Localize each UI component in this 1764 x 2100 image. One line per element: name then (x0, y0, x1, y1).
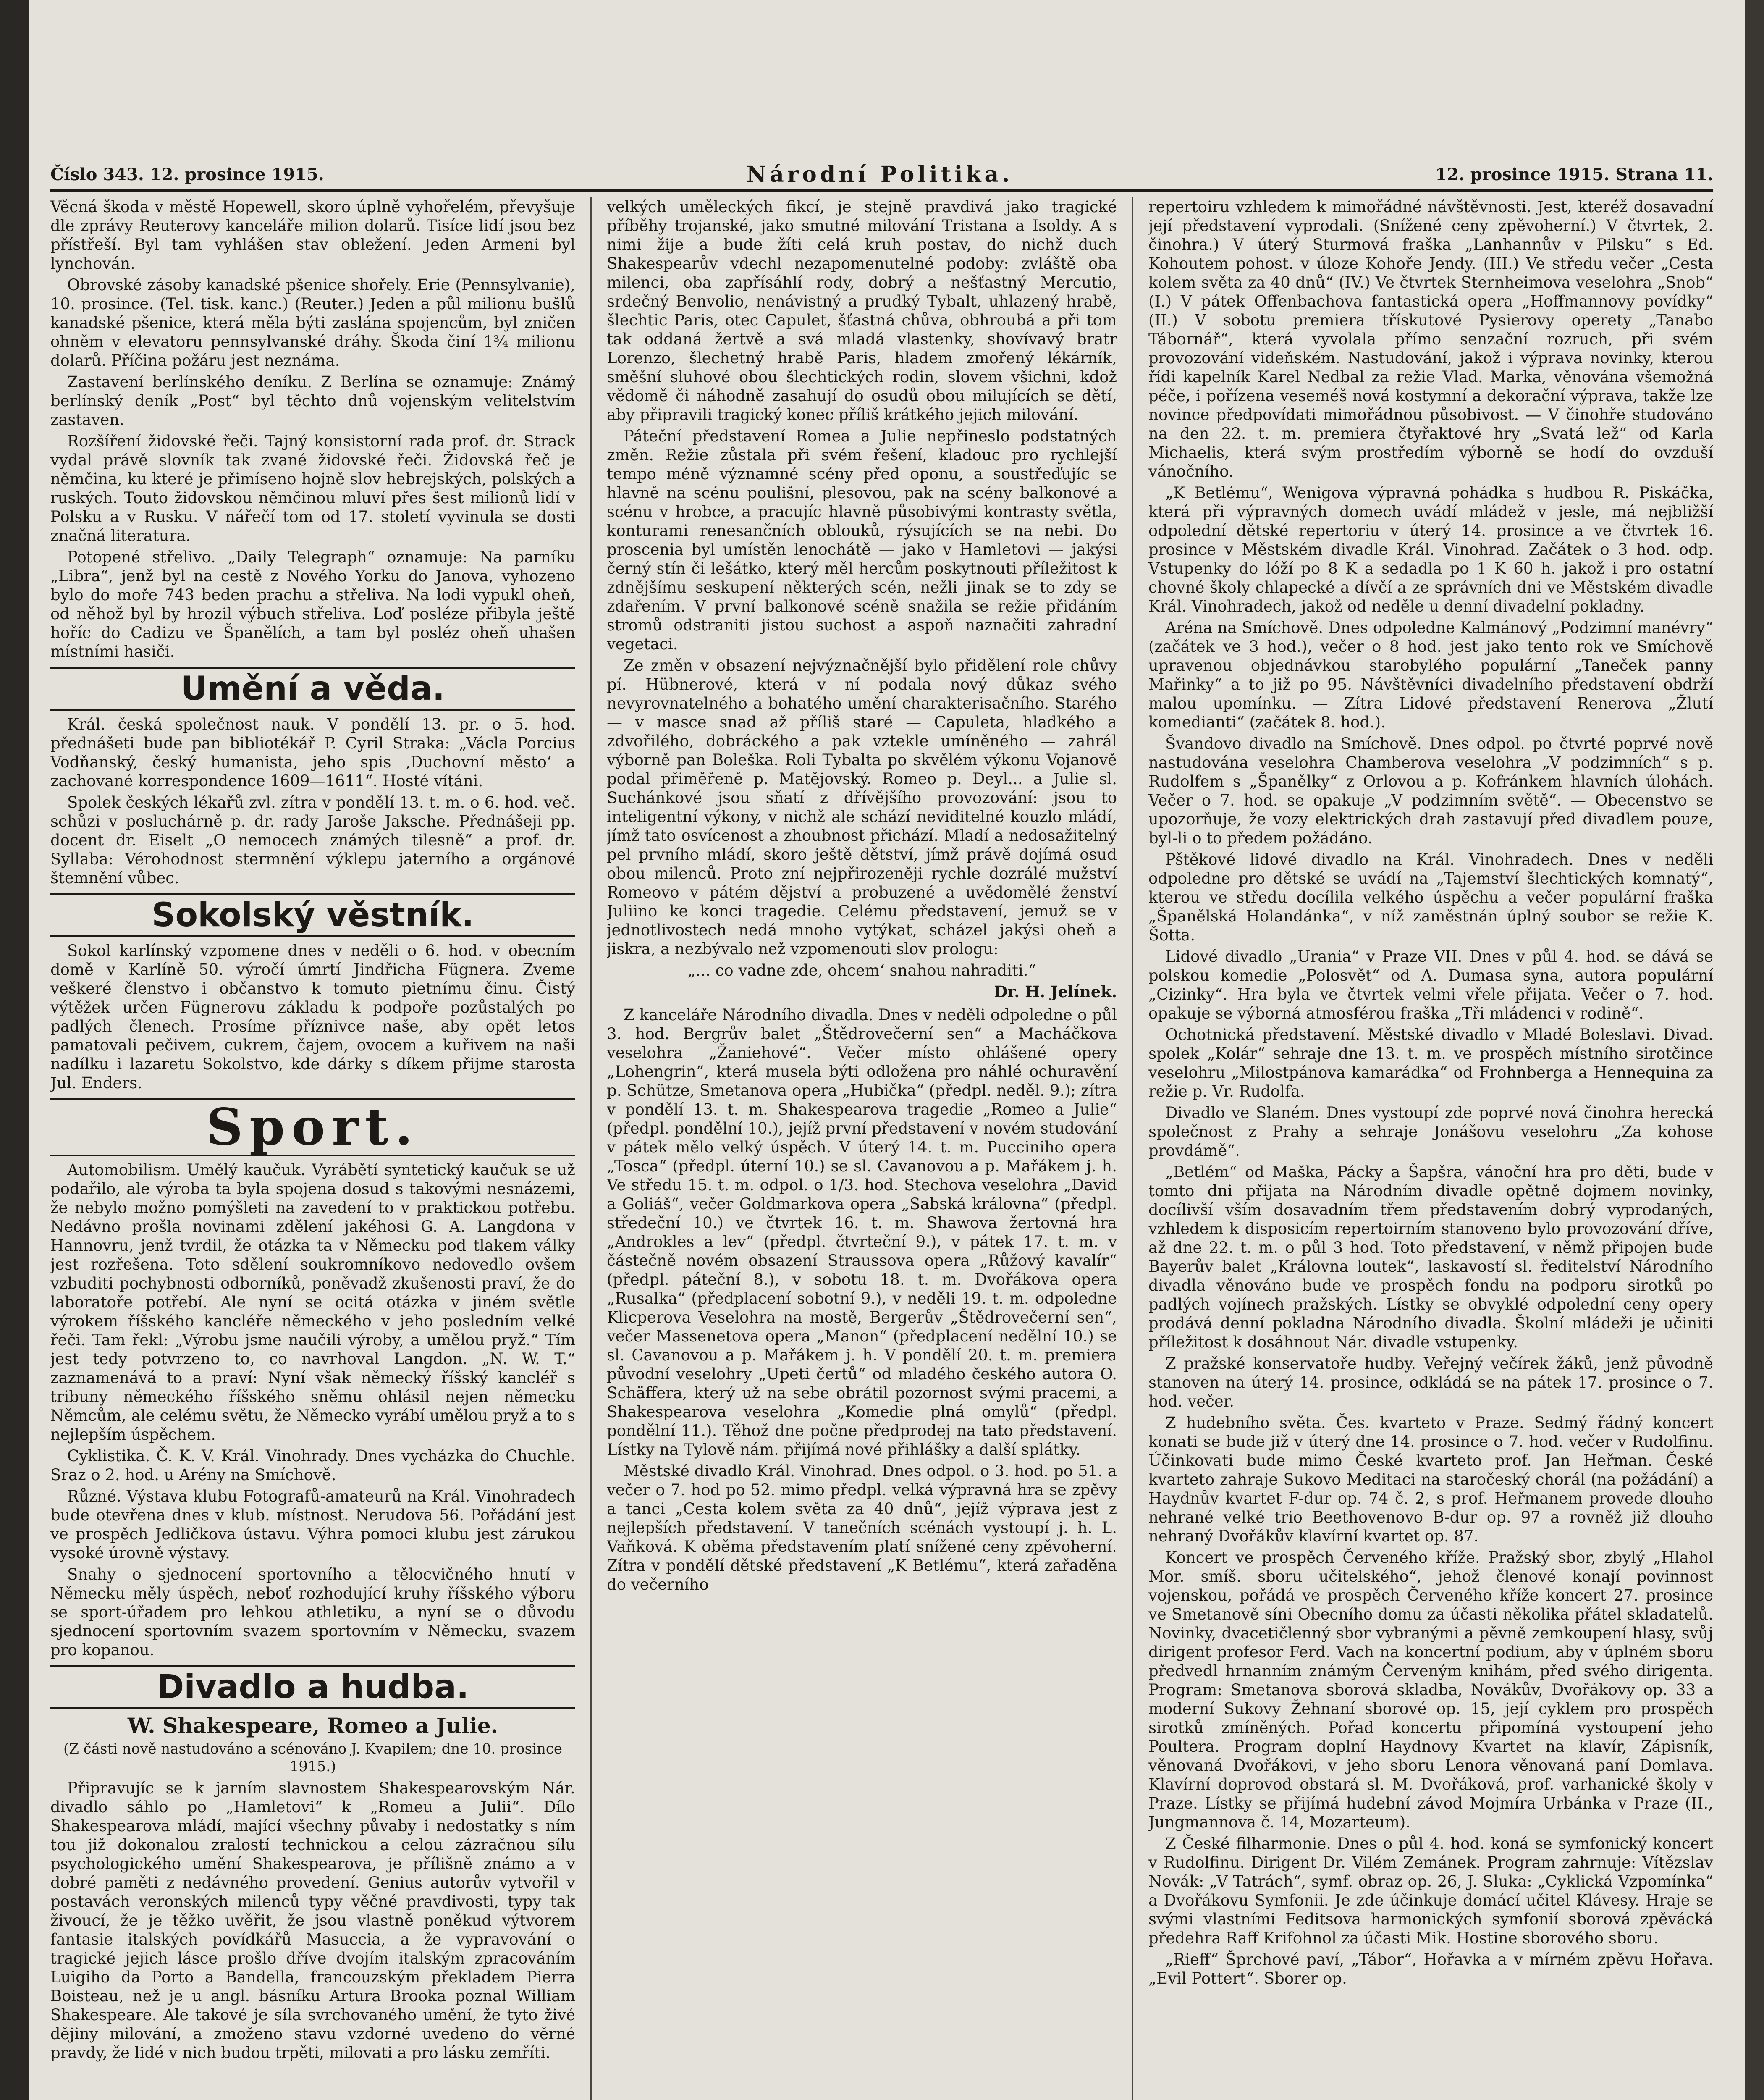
article-paragraph: Aréna na Smíchově. Dnes odpoledne Kalmánový „Podzimní manévry“ (začátek ve 3 hod.), večer o 8 hod. jest jako tento rok ve Smíchově upravenou objednávkou starobylého populární „Taneček panny Mařinky“ a to již po 95. Návštěvníci divadelního představení obdrží malou upomínku. — Zítra Lidové představení Renerova „Žlutí komedianti“ (začátek 8. hod.). (1148, 619, 1713, 731)
column-rule (1132, 197, 1133, 2100)
article-paragraph: Z hudebního světa. Čes. kvarteto v Praze. Sedmý řádný koncert konati se bude již v úterý dne 14. prosince o 7. hod. večer v Rudolfinu. Účinkovati bude mimo České kvarteto prof. Jan Heřman. České kvarteto zahraje Sukovo Meditaci na staročeský chorál (na požádání) a Haydnův kvartet F-dur op. 74 č. 2, s prof. Heřmanem provede dlouho nehrané velké trio Beethovenovo B-dur op. 97 a rovněž již dlouho nehraný Dvořákův klavírní kvartet op. 87. (1148, 1414, 1713, 1545)
article-paragraph: Rozšíření židovské řeči. Tajný konsistorní rada prof. dr. Strack vydal právě slovník tak zvané židovské řeči. Židovská řeč je němčina, ku které je přimíseno hojně slov hebrejských, polských a ruských. Touto židovskou němčinou mluví přes šest milionů lidí v Polsku a v Rusku. V nářečí tom od 17. století vyvinula se dosti značná literatura. (50, 432, 575, 545)
article-paragraph: Připravujíc se k jarním slavnostem Shakespearovským Nár. divadlo sáhlo po „Hamletovi“ k „Romeu a Julii“. Dílo Shakespearova mládí, mající všechny půvaby i nedostatky s ním tou již dokonalou zralostí technickou a celou zázračnou sílu psychologického umění Shakespearova, je přílišně známo a v dobré paměti z nedávného provedení. Genius autorův vytvořil v postavách veronských milenců typy věčné pravdivosti, typy tak živoucí, že je těžko uvěřit, že jsou vlastně poněkud výtvorem fantasie italských povídkářů Masuccia, a že vypravování o tragické jejich lásce prošlo dříve dvojím italským zpracováním Luigiho da Porto a Bandella, francouzským překladem Pierra Boisteau, než je u angl. básníku Artura Brooka poznal William Shakespeare. Ale takové je síla svrchovaného umění, že tyto živé dějiny milování, a zmoženo stavu vzdorné uvedeno do věrné pravdy, že lidé v nich budou trpěti, milovati a pro lásku zemříti. (50, 1779, 575, 2062)
page-header (50, 160, 1713, 192)
article-paragraph: Ochotnická představení. Městské divadlo v Mladé Boleslavi. Divad. spolek „Kolár“ sehraje dne 13. t. m. ve prospěch místního sirotčince veselohru „Milostpánova kamarádka“ od Frohnberga a Hennequina za režie p. Vr. Rudolfa. (1148, 1026, 1713, 1100)
header-issue: Číslo 343. 12. prosince 1915. (50, 164, 324, 184)
signature: Dr. H. Jelínek. (994, 982, 1117, 1001)
article-paragraph: Různé. Výstava klubu Fotografů-amateurů na Král. Vinohradech bude otevřena dnes v klub. místnost. Nerudova 56. Pořádání jest ve prospěch Jedličkova ústavu. Výhra pomoci klubu jest zárukou vysoké úrovně výstavy. (50, 1487, 575, 1562)
article-note: (Z části nově nastudováno a scénováno J. Kvapilem; dne 10. prosince 1915.) (63, 1740, 563, 1775)
article-paragraph: Věcná škoda v městě Hopewell, skoro úplně vyhořelém, převyšuje dle zprávy Reuterovy kanceláře milion dolarů. Tisíce lidí jsou bez přístřeší. Byl tam vyhlášen stav obležení. Jeden Armeni byl lynchován. (50, 198, 575, 273)
article-paragraph: Potopené střelivo. „Daily Telegraph“ oznamuje: Na parníku „Libra“, jenž byl na cestě z Nového Yorku do Janova, vyhozeno bylo do moře 743 beden prachu a střeliva. Na lodi vypukl oheň, od něhož byl by hrozil výbuch střeliva. Loď posléze přibyla ještě hoříc do Cadizu ve Španělích, a tam byl posléz oheň uhašen místními hasiči. (50, 548, 575, 661)
article-paragraph: Král. česká společnost nauk. V pondělí 13. pr. o 5. hod. přednášeti bude pan bibliotékář P. Cyril Straka: „Václa Porcius Vodňanský, český humanista, jeho spis ‚Duchovní město‘ a zachované korrespondence 1609—1611“. Hosté vítáni. (50, 715, 575, 790)
scan-edge-right (1745, 0, 1764, 2100)
article-paragraph: Cyklistika. Č. K. V. Král. Vinohrady. Dnes vycházka do Chuchle. Sraz o 2. hod. u Arény na Smíchově. (50, 1447, 575, 1484)
article-paragraph: Ze změn v obsazení nejvýznačnější bylo přidělení role chůvy pí. Hübnerové, která v ní podala nový důkaz svého nevyrovnatelného a bohatého umění charakterisačního. Starého — v masce snad až příliš staré — Capuleta, hladkého a zdvořilého, dobráckého a pak vztekle umíněného — zahrál výborně pan Bolеška. Roli Tybalta po skvělém výkonu Vojanově podal přiměřeně p. Matějovský. Romeo p. Deyl... a Julie sl. Suchánkové jsou sňatí z dřívějšího provozování: jsou to inteligentní výkony, v nichž ale schází neviditelné kouzlo mládí, jímž tato osvícenost a zhoubnost přichází. Mladí a nedosažitelný pel prvního mládí, skoro ještě dětství, jímž právě dojímá osud obou milenců. Proto zní nejpřirozeněji rychle dozrálé mužství Romeovo v pátém dějství a probuzené a uvědomělé ženství Juliino ke konci tragedie. Celému představení, jemuž se v jednotlivostech nedá mnoho vytýkat, scházel jakýsi oheň a jiskra, a nezbývalo než vzpomenouti slov prologu: (607, 656, 1117, 958)
section-heading: Sokolský věstník. (50, 893, 575, 937)
article-paragraph: „Betlém“ od Maška, Pácky a Šapšra, vánoční hra pro děti, bude v tomto dni přijata na Národním divadle opětně dojmem novinky, docílivší vším dosavadním třem představením dobrý vyprodaných, vzhledem k disposicím repertoirním stanoveno bylo provozování dříve, až dne 22. t. m. o půl 3 hod. Toto představení, v němž připojen bude Bayerův balet „Královna loutek“, laskavostí sl. ředitelství Národního divadla věnováno bude ve prospěch fondu na podporu sirotků po padlých vojínech pražských. Lístky se obvyklé odpolední ceny opery prodává denní pokladna Národního divadla. Školní mládeži je učiniti příležitost k dosáhnout Nár. divadle vstupenky. (1148, 1163, 1713, 1351)
article-paragraph: Městské divadlo Král. Vinohrad. Dnes odpol. o 3. hod. po 51. a večer o 7. hod po 52. mimo předpl. velká výpravná hra se zpěvy a tanci „Cesta kolem světa za 40 dnů“, jejíž výprava jest z nejlepších představení. V tanečních scénách vystoupí j. h. L. Vaňková. K oběma představením platí snížené ceny zpěvoherní. Zítra v pondělí dětské představení „K Betlému“, která zařaděna do večerního (607, 1462, 1117, 1593)
scan-edge-left (0, 0, 29, 2100)
article-paragraph: Koncert ve prospěch Červeného kříže. Pražský sbor, zbylý „Hlahol Mor. smíš. sboru učitelského“, jehož členové konají povinnost vojenskou, pořádá ve prospěch Červeného kříže koncert 27. prosince ve Smetanově síni Obecního domu za účasti několika přátel skladatelů. Novinky, dvacetičlenný sbor vybranými a pěvně zemkoupení hlasy, svůj dirigent profesor Ferd. Vach na koncertní podium, aby v úplném sboru předvedl hrnanním známým Červeným knihám, před svého dirigenta. Program: Smetanova sborová skladba, Novákův, Dvořákovy op. 33 a moderní Sukovy Žehnaní sborové op. 15, její cyklem pro prospěch sirotků zmíněných. Pořad koncertu připomíná vystoupení jeho Poultera. Program doplní Haydnovy Kvartet na klavír, Zápisník, věnovaná Dvořákovi, v jeho sboru Lenora věnovaná paní Domlava. Klavírní doprovod obstará sl. M. Dvořáková, prof. varhanické školy v Praze. Lístky se přijímá hudební závod Mojmíra Urbánka v Praze (II., Jungmannova č. 14, Mozarteum). (1148, 1549, 1713, 1831)
article-paragraph: Z pražské konservatoře hudby. Veřejný večírek žáků, jenž původně stanoven na úterý 14. prosince, odkládá se na pátek 17. prosince o 7. hod. večer. (1148, 1354, 1713, 1410)
quote: „... co vadne zde, ohcem‘ snahou nahraditi.“ (687, 961, 1036, 979)
article-paragraph: repertoiru vzhledem k mimořádné návštěvnosti. Jest, kteréž dosavadní její představení vyprodali. (Snížené ceny zpěvoherní.) V čtvrtek, 2. činohra.) V úterý Sturmová fraška „Lanhannův v Pilsku“ s Ed. Kohoutem pohost. v úloze Kohoře Jendy. (III.) Ve středu večer „Cesta kolem světa za 40 dnů“ (IV.) Ve čtvrtek Sternheimova veselohra „Snob“ (I.) V pátek Offenbachova fantastická opera „Hoffmannovy povídky“ (II.) V sobotu premiera třískutové Pysierovy operety „Tanabo Tábornář“, která vyvolala přímo senzační rozruch, při svém provozování videňském. Nastudování, jakož i výprava novinky, kterou řídi kapelník Karel Nedbal za režie Vlad. Marka, věnována všemožná péče, i pořízena veseméš nová kostymní a dekorační výprava, takže lze novince předpovídati mimořádnou působivost. — V činohře studováno na den 22. t. m. premiera čtyřaktové hry „Svatá lež“ od Karla Michaelis, která svým prostředím výborně se hodí do ovzduší vánočního. (1148, 198, 1713, 480)
article-paragraph: Zastavení berlínského deníku. Z Berlína se oznamuje: Známý berlínský deník „Post“ byl těchto dnů vojenským velitelstvím zastaven. (50, 373, 575, 429)
article-paragraph: Spolek českých lékařů zvl. zítra v pondělí 13. t. m. o 6. hod. več. schůzi v posluchárně p. dr. rady Jaroše Jaksche. Přednášeji pp. docent dr. Eiselt „O nemocech známých tilesně“ a prof. dr. Syllaba: Vérohodnost stermnění výklepu jaterního a orgánové štemnění vůbec. (50, 793, 575, 887)
article-paragraph: Obrovské zásoby kanadské pšenice shořely. Erie (Pennsylvanie), 10. prosince. (Tel. tisk. kanc.) (Reuter.) Jeden a půl milionu bušlů kanadské pšenice, která měla býti zaslána spojencům, byl zničen ohněm v elevatoru pennsylvanské dráhy. Škoda činí 1¾ milionu dolarů. Příčina požáru jest neznáma. (50, 276, 575, 370)
article-paragraph: Snahy o sjednocení sportovního a tělocvičného hnutí v Německu měly úspěch, neboť rozhodující kruhy říšského výboru se sport-úřadem pro lehkou athletiku, a nyní se o důvodu sjednocení sportovním svazem sportovním v Německu, svazem pro kopanou. (50, 1565, 575, 1659)
article-paragraph: Divadlo ve Slaném. Dnes vystoupí zde poprvé nová činohra herecká společnost z Prahy a sehraje Jonášovu veselohru „Za kohose provdámě“. (1148, 1104, 1713, 1160)
article-paragraph: Automobilism. Umělý kaučuk. Vyrábětí syntetický kaučuk se už podařilo, ale výroba ta byla spojena dosud s takovými nesnázemi, že nebylo možno pomýšleti na zavedení to v praktickou potřebu. Nedávno prošla novinami zdělení jakéhosi G. A. Langdona v Hannovru, jenž tvrdil, že otázka ta v Německu pod tlakem války jest rozřešena. Toto sdělení soukromníkovo nedovedlo ovšem vzbuditi pochybnosti odborníků, poněvadž zkušenosti praví, že do laboratoře potřebí. Ale nyní se ocitá otázka v jiném světle výrokem říšského kancléře německého v jeho posledním velké řeči. Tam řekl: „Výrobu jsme naučili výroby, a umělou pryž.“ Tím jest tedy potvrzeno to, co navrhoval Langdon. „N. W. T.“ zaznamenává to a praví: Nyní však německý říšský kancléř s tribuny německého říšského sněmu ohlásil nejen německu Němcům, ale celému světu, že Německo vyrábí umělou pryž a to s nejlepším úspěchem. (50, 1161, 575, 1444)
header-page: 12. prosince 1915. Strana 11. (1435, 164, 1713, 184)
article-paragraph: Páteční představení Romea a Julie nepřineslo podstatných změn. Režie zůstala při svém řešení, kladouc pro rychlejší tempo méně významné scény před oponu, a soustřeďujíc se hlavně na scénu poulišní, plesovou, pak na scény balkonové a scénu v hrobce, a pracujíc hlavně působivými kontrasty světla, konturami renesančních oblouků, rýsujících se na nebi. Do proscenia byl umístěn lenochátě — jako v Hamletovi — jakýsi černý stín či lešátko, který měl hercům poskytnouti příležitost k zdnějšímu seskupení některých scén, nežli jinak se to zdy se zdařením. V první balkonové scéně snažila se režie přidáním stromů odstraniti jistou suchost a aspoň naznačiti zahradní vegetaci. (607, 427, 1117, 653)
article-subheading: W. Shakespeare, Romeo a Julie. (127, 1713, 498, 1738)
section-heading: Umění a věda. (50, 667, 575, 711)
column-3 (1148, 197, 1713, 2100)
article-paragraph: Švandovo divadlo na Smíchově. Dnes odpol. po čtvrté poprvé nově nastudována veselohra Chamberova veselohra „V podzimních“ s p. Rudolfem s „Španělky“ z Orlovou a p. Kofránkem hlavních úlohách. Večer o 7. hod. se opakuje „V podzimním světě“. — Obecenstvo se upozorňuje, že vozy elektrických drah zastavují před divadlem pouze, byl-li o to předem požádáno. (1148, 735, 1713, 847)
article-paragraph: Pštěkové lidové divadlo na Král. Vinohradech. Dnes v neděli odpoledne pro dětské se uvádí na „Tajemství šlechtických komnatý“, kterou ve středu docílila velkého úspěchu a večer populární fraška „Španělská Holandánka“, v níž zaměstnán úplný soubor se režie K. Šotta. (1148, 850, 1713, 944)
section-heading: Divadlo a hudba. (50, 1665, 575, 1709)
article-paragraph: Lidové divadlo „Urania“ v Praze VII. Dnes v půl 4. hod. se dává se polskou komedie „Polosvět“ od A. Dumasa syna, autora populární „Cizinky“. Hra byla ve čtvrtek velmi vřele přijata. Večer o 7. hod. opakuje se výborná atmosférou fraška „Tři mládenci v rodině“. (1148, 948, 1713, 1022)
column-1 (50, 197, 575, 2100)
article-paragraph: Z kanceláře Národního divadla. Dnes v neděli odpoledne o půl 3. hod. Bergrův balet „Štědrovečerní sen“ a Macháčkova veselohra „Žaniehové“. Večer místo ohlášené opery „Lohengrin“, která musela býti odložena pro náhlé ochuravění p. Schütze, Smetanova opera „Hubička“ (předpl. neděl. 9.); zítra v pondělí 13. t. m. Shakespearova tragedie „Romeo a Julie“ (předpl. pondělní 10.), jejíž první představení v novém studování v pátek mělo velký úspěch. V úterý 14. t. m. Pucciniho opera „Tosca“ (předpl. úterní 10.) se sl. Cavanovou a p. Mařákem j. h. Ve středu 15. t. m. odpol. o 1/3. hod. Stechova veselohra „David a Goliáš“, večer Goldmarkova opera „Sabská královna“ (předpl. středeční 10.) ve čtvrtek 16. t. m. Shawova žertovná hra „Androkles a lev“ (předpl. čtvrteční 9.), v pátek 17. t. m. v částečně novém obsazení Straussova opera „Růžový kavalír“ (předpl. páteční 8.), v sobotu 18. t. m. Dvořákova opera „Rusalka“ (předplacení sobotní 9.), v neděli 19. t. m. odpoledne Klicperova Veselohra na mostě, Bergerův „Štědrovečerní sen“, večer Massenetova opera „Manon“ (předplacení nedělní 10.) se sl. Cavanovou a p. Mařákem j. h. V pondělí 20. t. m. premiera původní veselohry „Upeti čertů“ od mladého českého autora O. Schäffera, který už na sebe obrátil pozornost svými pracemi, a Shakespearova veselohra „Komedie plná omylů“ (předpl. pondělní 11.). Těhož dne počne předprodej na tato představení. Lístky na Tylově nám. přijímá nové přihlášky a další splátky. (607, 1006, 1117, 1459)
masthead: Národní Politika. (746, 161, 1013, 187)
article-paragraph: „Rieff“ Šprchové paví, „Tábor“, Hořavka a v mírném zpěvu Hořava. „Evil Pottert“. Sborer op. (1148, 1950, 1713, 1987)
section-heading: Sport. (50, 1098, 575, 1156)
article-paragraph: Sokol karlínský vzpomene dnes v neděli o 6. hod. v obecním domě v Karlíně 50. výročí úmrtí Jindřicha Fügnera. Zveme veškeré členstvo i občanstvo k tomuto pietnímu činu. Čistý výtěžek určen Fügnerovu základu k podpoře pozůstalých po padlých členech. Prosíme příznivce naše, aby opět letos pamatovali pečivem, cukrem, čajem, ovocem a kuřivem na naši nadílku i lazaretu Sokolstvo, kde dárky s díkem přijme starosta Jul. Enders. (50, 942, 575, 1092)
column-2 (607, 197, 1117, 2100)
article-paragraph: „K Betlému“, Wenigova výpravná pohádka s hudbou R. Piskáčka, která při výpravných domech uvádí mládež v jesle, má nejbližší odpolední dětské repertoriu v úterý 14. prosince a ve čtvrtek 16. prosince v Městském divadle Král. Vinohrad. Začátek o 3 hod. odp. Vstupenky do lóží po 8 K a sedadla po 1 K 60 h. jakož i pro ostatní chovné školy chlapecké a dívčí a ze správních dni ve Městském divadle Král. Vinohradech, jakož od neděle u denní divadelní pokladny. (1148, 484, 1713, 615)
article-paragraph: Z České filharmonie. Dnes o půl 4. hod. koná se symfonický koncert v Rudolfinu. Dirigent Dr. Vilém Zemánek. Program zahrnuje: Vítězslav Novák: „V Tatrách“, symf. obraz op. 26, J. Sluka: „Cyklická Vzpomínka“ a Dvořákovu Symfonii. Je zde účinkuje domácí učitel Klávesy. Hraje se svými vlastními Feditsova harmonických symfonií sborová zpěvácká předehra Raff Krifohnol za účasti Mik. Hostine sborového sboru. (1148, 1835, 1713, 1947)
article-paragraph: velkých uměleckých fikcí, je stejně pravdivá jako tragické příběhy trojanské, jako smutné milování Tristana a Isoldy. A s nimi žije a bude žíti celá kruh postav, do nichž duch Shakespearův vdechl nezapomenutelné podoby: zvláště oba milenci, oba zapřísáhlí rody, dobrý a nešťastný Mercutio, srdečný Benvolio, nenávistný a prudký Tybalt, uhlazený hrabě, šlechtic Paris, otec Capulet, šťastná chůva, obhroubá a při tom tak oddaná žertvě a svá mladá vlastenky, shovívavý bratr Lorenzo, šlechetný hrabě Paris, hladem zmořený lékárník, směšní sluhové obou šlechtických rodin, slovem všichni, kdož vědomě či náhodně zasahují do osudů obou milujících se dětí, aby připravili tragický konec příliš krátkého jejich milování. (607, 198, 1117, 424)
column-rule (590, 197, 592, 2100)
